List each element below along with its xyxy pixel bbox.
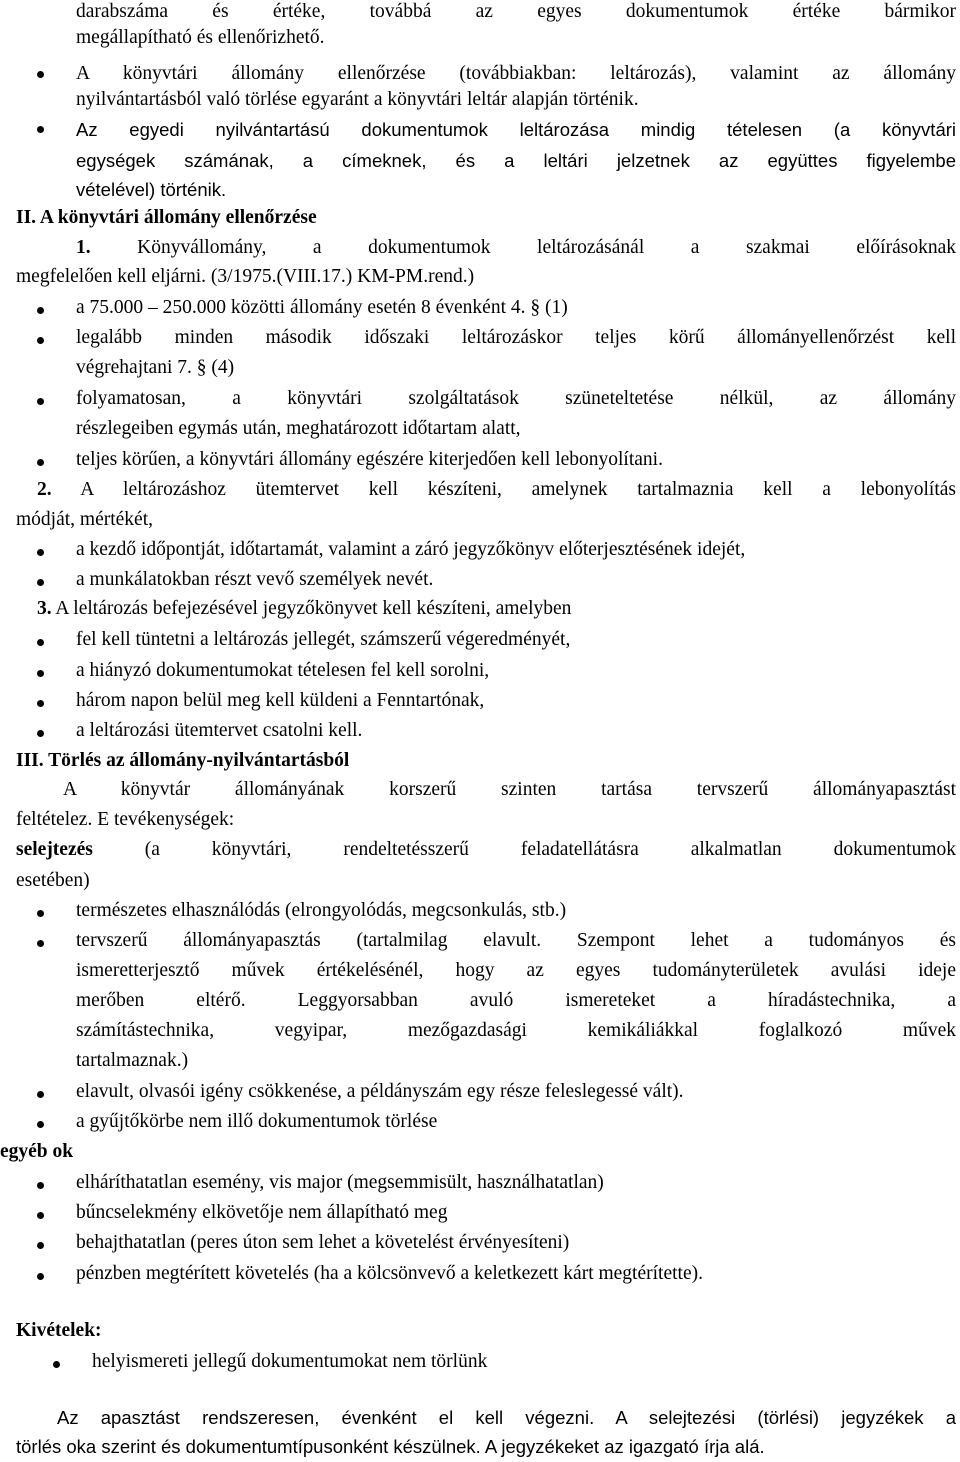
list-item: fel kell tüntetni a leltározás jellegét, számszerű végeredményét, <box>76 629 571 650</box>
list-item-line: nyilvántartásból való törlése egyaránt a könyvtári leltár alapján történik. <box>76 89 639 110</box>
bullet-icon <box>37 1091 44 1098</box>
paragraph-line: törlés oka szerint és dokumentumtípusonként készülnek. A jegyzékeket az igazgató írja alá. <box>16 1436 765 1457</box>
bullet-icon <box>37 670 44 677</box>
list-item-line: végrehajtani 7. § (4) <box>76 357 235 378</box>
subheading: egyéb ok <box>0 1141 74 1162</box>
list-item: A könyvtári állomány ellenőrzése (továbbiakban: leltározás), valamint az állomány <box>76 63 956 84</box>
list-item-line: ismeretterjesztő művek értékelésénél, hogy az egyes tudományterületek avulási ideje <box>76 960 956 981</box>
bullet-icon <box>37 1242 44 1249</box>
list-item: a hiányzó dokumentumokat tételesen fel kell sorolni, <box>76 660 490 681</box>
paragraph-line: esetében) <box>16 870 90 891</box>
paragraph-line: megfelelően kell eljárni. (3/1975.(VIII.17.) KM-PM.rend.) <box>16 266 475 287</box>
list-item-line: számítástechnika, vegyipar, mezőgazdasági kemikáliákkal foglalkozó művek <box>76 1020 956 1041</box>
bullet-icon <box>37 639 44 646</box>
paragraph-line: feltételez. E tevékenységek: <box>16 809 235 830</box>
list-item-line: tartalmaznak.) <box>76 1050 189 1071</box>
paragraph-line: 2. A leltározáshoz ütemtervet kell készíteni, amelynek tartalmaznia kell a lebonyolítás <box>37 479 956 500</box>
subheading: Kivételek: <box>16 1320 102 1341</box>
list-item: a kezdő időpontját, időtartamát, valamint a záró jegyzőkönyv előterjesztésének idejét, <box>76 539 746 560</box>
list-item: elavult, olvasói igény csökkenése, a példányszám egy része feleslegessé vált). <box>76 1081 684 1102</box>
paragraph-line: Az apasztást rendszeresen, évenként el kell végezni. A selejtezési (törlési) jegyzékek a <box>57 1407 956 1428</box>
bullet-icon <box>37 1121 44 1128</box>
section-heading: II. A könyvtári állomány ellenőrzése <box>16 207 317 228</box>
bullet-icon <box>37 910 44 917</box>
bullet-icon <box>37 1273 44 1280</box>
bullet-icon <box>37 940 44 947</box>
list-item: legalább minden második időszaki leltározáskor teljes körű állományellenőrzést kell <box>76 327 956 348</box>
list-item: tervszerű állományapasztás (tartalmilag elavult. Szempont lehet a tudományos és <box>76 930 956 951</box>
bullet-icon <box>37 398 44 405</box>
list-item-line: merőben eltérő. Leggyorsabban avuló ismereteket a híradástechnika, a <box>76 990 956 1011</box>
paragraph-line: darabszáma és értéke, továbbá az egyes dokumentumok értéke bármikor <box>76 1 956 22</box>
list-item: teljes körűen, a könyvtári állomány egészére kiterjedően kell lebonyolítani. <box>76 449 663 470</box>
bullet-icon <box>37 549 44 556</box>
list-item: pénzben megtérített követelés (ha a kölcsönvevő a keletkezett kárt megtérítette). <box>76 1263 703 1284</box>
bullet-icon <box>53 1361 60 1368</box>
bullet-icon <box>37 71 44 78</box>
bullet-icon <box>37 337 44 344</box>
list-item: három napon belül meg kell küldeni a Fenntartónak, <box>76 690 485 711</box>
paragraph-line: 3. A leltározás befejezésével jegyzőkönyvet kell készíteni, amelyben <box>37 598 572 619</box>
list-item: a 75.000 – 250.000 közötti állomány esetén 8 évenként 4. § (1) <box>76 297 568 318</box>
paragraph-line: 1. Könyvállomány, a dokumentumok leltározásánál a szakmai előírásoknak <box>76 237 956 258</box>
list-item-line: vételével) történik. <box>76 179 227 200</box>
list-item-line: egységek számának, a címeknek, és a leltári jelzetnek az együttes figyelembe <box>76 150 956 171</box>
list-item: behajthatatlan (peres úton sem lehet a követelést érvényesíteni) <box>76 1232 570 1253</box>
paragraph-line: A könyvtár állományának korszerű szinten tartása tervszerű állományapasztást <box>63 779 956 800</box>
list-item: a gyűjtőkörbe nem illő dokumentumok törlése <box>76 1111 438 1132</box>
bullet-icon <box>37 700 44 707</box>
paragraph-line: módját, mértékét, <box>16 509 153 530</box>
bullet-icon <box>37 730 44 737</box>
bullet-icon <box>37 459 44 466</box>
list-item: a munkálatokban részt vevő személyek nevét. <box>76 569 434 590</box>
list-item: természetes elhasználódás (elrongyolódás, megcsonkulás, stb.) <box>76 900 567 921</box>
list-item: bűncselekmény elkövetője nem állapítható meg <box>76 1202 448 1223</box>
bullet-icon <box>37 307 44 314</box>
list-item: folyamatosan, a könyvtári szolgáltatások szüneteltetése nélkül, az állomány <box>76 388 956 409</box>
list-item-line: részlegeiben egymás után, meghatározott időtartam alatt, <box>76 418 521 439</box>
bullet-icon <box>37 1212 44 1219</box>
list-item: Az egyedi nyilvántartású dokumentumok leltározása mindig tételesen (a könyvtári <box>76 119 956 140</box>
paragraph-line: megállapítható és ellenőrizhető. <box>76 27 325 48</box>
bullet-icon <box>37 1182 44 1189</box>
list-item: elháríthatatlan esemény, vis major (megsemmisült, használhatatlan) <box>76 1172 604 1193</box>
section-heading: III. Törlés az állomány-nyilvántartásból <box>16 750 350 771</box>
list-item: helyismereti jellegű dokumentumokat nem törlünk <box>92 1351 488 1372</box>
paragraph-line: selejtezés (a könyvtári, rendeltetésszerű feladatellátásra alkalmatlan dokumentumok <box>16 839 956 860</box>
bullet-icon <box>37 126 44 133</box>
bullet-icon <box>37 579 44 586</box>
list-item: a leltározási ütemtervet csatolni kell. <box>76 720 363 741</box>
